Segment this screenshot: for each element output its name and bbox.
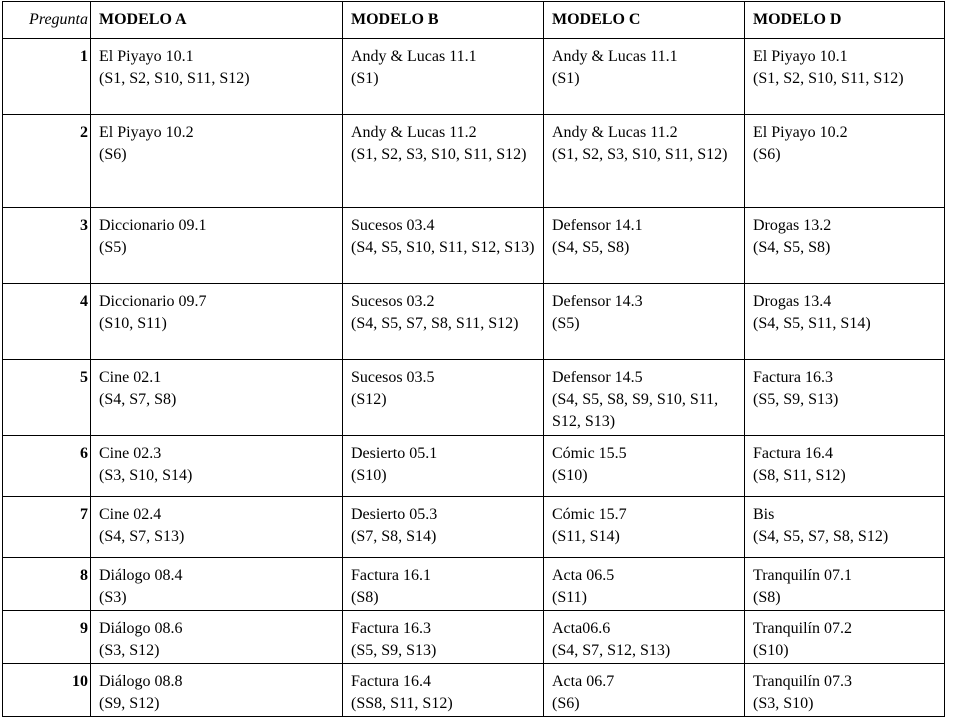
sequence-list: (S8, S11, S12) xyxy=(753,467,846,484)
model-cell xyxy=(544,39,745,115)
model-cell xyxy=(91,436,343,497)
header-question xyxy=(3,2,91,39)
sequence-list: (S5) xyxy=(99,239,127,256)
text-title: Bis xyxy=(753,506,775,523)
sequence-list: (S4, S7, S13) xyxy=(99,528,185,545)
question-number: 10 xyxy=(72,673,88,690)
text-title: Factura 16.3 xyxy=(753,369,833,386)
text-title: Acta 06.7 xyxy=(552,673,615,690)
sequence-list: (S11) xyxy=(552,589,587,606)
header-model-b xyxy=(343,2,544,39)
question-number: 2 xyxy=(80,124,88,141)
text-title: El Piyayo 10.1 xyxy=(99,48,194,65)
sequence-list: (S5, S9, S13) xyxy=(753,391,839,408)
text-title: Factura 16.4 xyxy=(351,673,431,690)
question-number-cell xyxy=(3,611,91,664)
model-cell xyxy=(544,284,745,360)
sequence-list: (S1) xyxy=(552,70,580,87)
model-cell xyxy=(544,115,745,208)
sequence-list: (S5) xyxy=(552,315,580,332)
model-cell xyxy=(544,558,745,611)
table-row xyxy=(3,115,945,208)
model-cell xyxy=(745,284,945,360)
text-title: Cine 02.1 xyxy=(99,369,162,386)
model-cell xyxy=(544,208,745,284)
question-number-cell xyxy=(3,208,91,284)
sequence-list: (S4, S5, S8) xyxy=(753,239,831,256)
sequence-list: (S3) xyxy=(99,589,127,606)
question-number-cell xyxy=(3,284,91,360)
table-body xyxy=(3,39,945,717)
model-cell xyxy=(745,497,945,558)
header-model-d-label: MODELO D xyxy=(753,11,842,28)
text-title: Diálogo 08.4 xyxy=(99,567,183,584)
sequence-list: (S4, S5, S7, S8, S11, S12) xyxy=(351,315,519,332)
question-number-cell xyxy=(3,436,91,497)
models-table xyxy=(2,1,945,717)
text-title: Diccionario 09.1 xyxy=(99,217,207,234)
question-number: 3 xyxy=(80,217,88,234)
model-cell xyxy=(343,497,544,558)
model-cell xyxy=(544,497,745,558)
text-title: Cine 02.3 xyxy=(99,445,162,462)
model-cell xyxy=(91,208,343,284)
sequence-list: (S1) xyxy=(351,70,379,87)
sequence-list: (S10, S11) xyxy=(99,315,167,332)
sequence-list: (S1, S2, S10, S11, S12) xyxy=(753,70,904,87)
question-number-cell xyxy=(3,115,91,208)
text-title: Acta 06.5 xyxy=(552,567,615,584)
text-title: Andy & Lucas 11.2 xyxy=(552,124,678,141)
model-cell xyxy=(745,436,945,497)
text-title: Sucesos 03.4 xyxy=(351,217,435,234)
sequence-list: (S3, S10) xyxy=(753,695,814,712)
model-cell xyxy=(343,39,544,115)
sequence-list: (S4, S7, S12, S13) xyxy=(552,642,671,659)
model-cell xyxy=(544,664,745,717)
text-title: Factura 16.1 xyxy=(351,567,431,584)
sequence-list: (S4, S5, S7, S8, S12) xyxy=(753,528,889,545)
question-number-cell xyxy=(3,664,91,717)
model-cell xyxy=(343,558,544,611)
sequence-list: (S6) xyxy=(99,146,127,163)
header-model-c-label: MODELO C xyxy=(552,11,641,28)
sequence-list: (S4, S5, S8) xyxy=(552,239,630,256)
sequence-list: (S4, S5, S10, S11, S12, S13) xyxy=(351,239,535,256)
header-model-a-label: MODELO A xyxy=(99,11,187,28)
table-row xyxy=(3,664,945,717)
text-title: Sucesos 03.5 xyxy=(351,369,435,386)
sequence-list: (S8) xyxy=(351,589,379,606)
sequence-list: (S6) xyxy=(753,146,781,163)
header-model-d xyxy=(745,2,945,39)
text-title: Tranquilín 07.3 xyxy=(753,673,852,690)
model-cell xyxy=(91,611,343,664)
model-cell xyxy=(745,558,945,611)
text-title: Defensor 14.5 xyxy=(552,369,643,386)
text-title: Desierto 05.1 xyxy=(351,445,438,462)
text-title: Andy & Lucas 11.1 xyxy=(552,48,678,65)
model-cell xyxy=(343,284,544,360)
text-title: Diccionario 09.7 xyxy=(99,293,207,310)
text-title: Cómic 15.5 xyxy=(552,445,627,462)
model-cell xyxy=(91,558,343,611)
header-model-b-label: MODELO B xyxy=(351,11,439,28)
model-cell xyxy=(745,39,945,115)
table-row xyxy=(3,39,945,115)
model-cell xyxy=(91,360,343,436)
sequence-list: (S3, S10, S14) xyxy=(99,467,193,484)
sequence-list: (S10) xyxy=(351,467,387,484)
header-model-c xyxy=(544,2,745,39)
sequence-list: (S4, S7, S8) xyxy=(99,391,177,408)
table-row xyxy=(3,436,945,497)
text-title: El Piyayo 10.2 xyxy=(753,124,848,141)
question-number: 1 xyxy=(80,48,88,65)
text-title: Acta06.6 xyxy=(552,620,611,637)
text-title: Diálogo 08.6 xyxy=(99,620,183,637)
sequence-list: (SS8, S11, S12) xyxy=(351,695,453,712)
sequence-list: (S7, S8, S14) xyxy=(351,528,437,545)
question-number: 6 xyxy=(80,445,88,462)
table-row xyxy=(3,558,945,611)
question-number-cell xyxy=(3,497,91,558)
sequence-list: (S10) xyxy=(753,642,789,659)
model-cell xyxy=(745,208,945,284)
question-number-cell xyxy=(3,558,91,611)
text-title: Desierto 05.3 xyxy=(351,506,438,523)
text-title: Defensor 14.3 xyxy=(552,293,643,310)
question-number-cell xyxy=(3,360,91,436)
table-row xyxy=(3,208,945,284)
text-title: Drogas 13.2 xyxy=(753,217,832,234)
model-cell xyxy=(343,611,544,664)
text-title: Sucesos 03.2 xyxy=(351,293,435,310)
sequence-list: (S4, S5, S8, S9, S10, S11, S12, S13) xyxy=(552,391,719,430)
sequence-list: (S9, S12) xyxy=(99,695,160,712)
model-cell xyxy=(745,611,945,664)
sequence-list: (S1, S2, S3, S10, S11, S12) xyxy=(552,146,728,163)
question-number: 9 xyxy=(80,620,88,637)
sequence-list: (S10) xyxy=(552,467,588,484)
model-cell xyxy=(343,664,544,717)
model-cell xyxy=(544,436,745,497)
text-title: Tranquilín 07.1 xyxy=(753,567,852,584)
text-title: Defensor 14.1 xyxy=(552,217,643,234)
text-title: Factura 16.4 xyxy=(753,445,833,462)
text-title: Tranquilín 07.2 xyxy=(753,620,852,637)
model-cell xyxy=(745,115,945,208)
text-title: Diálogo 08.8 xyxy=(99,673,183,690)
text-title: Andy & Lucas 11.1 xyxy=(351,48,477,65)
table-row xyxy=(3,497,945,558)
model-cell xyxy=(91,284,343,360)
sequence-list: (S5, S9, S13) xyxy=(351,642,437,659)
model-cell xyxy=(343,360,544,436)
sequence-list: (S6) xyxy=(552,695,580,712)
sequence-list: (S8) xyxy=(753,589,781,606)
header-question-label: Pregunta xyxy=(29,11,88,28)
table-row xyxy=(3,360,945,436)
text-title: Cine 02.4 xyxy=(99,506,162,523)
text-title: El Piyayo 10.2 xyxy=(99,124,194,141)
model-cell xyxy=(745,664,945,717)
text-title: Andy & Lucas 11.2 xyxy=(351,124,477,141)
text-title: Cómic 15.7 xyxy=(552,506,627,523)
sequence-list: (S3, S12) xyxy=(99,642,160,659)
header-model-a xyxy=(91,2,343,39)
sequence-list: (S4, S5, S11, S14) xyxy=(753,315,871,332)
question-number-cell xyxy=(3,39,91,115)
model-cell xyxy=(91,664,343,717)
model-cell xyxy=(544,611,745,664)
model-cell xyxy=(343,208,544,284)
question-number: 5 xyxy=(80,369,88,386)
sequence-list: (S12) xyxy=(351,391,387,408)
question-number: 7 xyxy=(80,506,88,523)
sequence-list: (S1, S2, S3, S10, S11, S12) xyxy=(351,146,527,163)
table-row xyxy=(3,284,945,360)
text-title: Drogas 13.4 xyxy=(753,293,832,310)
table-row xyxy=(3,611,945,664)
text-title: El Piyayo 10.1 xyxy=(753,48,848,65)
model-cell xyxy=(343,436,544,497)
model-cell xyxy=(91,115,343,208)
header-row xyxy=(3,2,945,39)
text-title: Factura 16.3 xyxy=(351,620,431,637)
model-cell xyxy=(544,360,745,436)
question-number: 4 xyxy=(80,293,88,310)
sequence-list: (S1, S2, S10, S11, S12) xyxy=(99,70,250,87)
model-cell xyxy=(745,360,945,436)
sequence-list: (S11, S14) xyxy=(552,528,620,545)
model-cell xyxy=(91,497,343,558)
model-cell xyxy=(91,39,343,115)
model-cell xyxy=(343,115,544,208)
question-number: 8 xyxy=(80,567,88,584)
